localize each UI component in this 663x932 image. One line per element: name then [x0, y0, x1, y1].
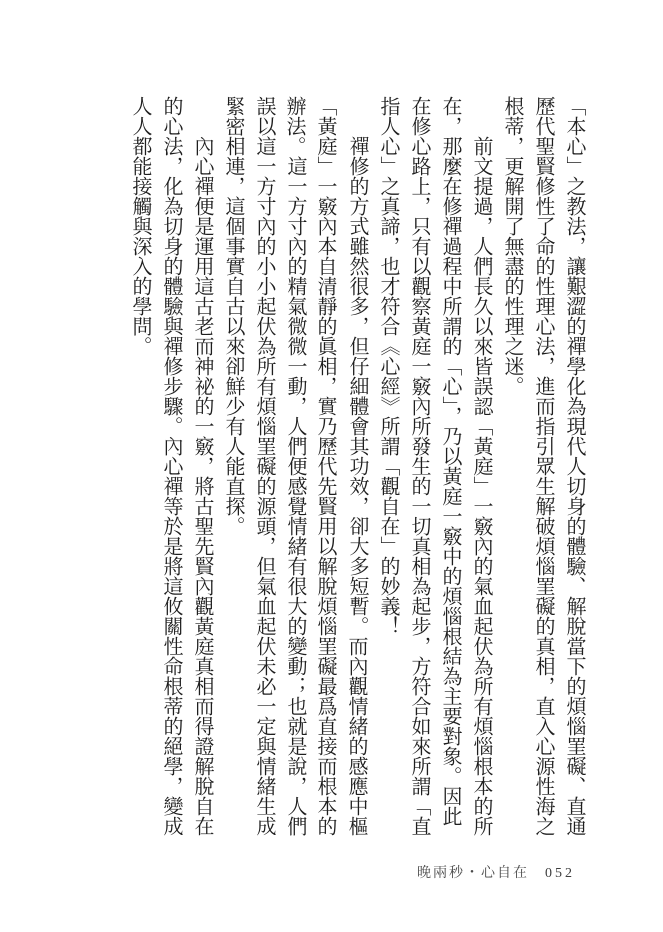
paragraph-1: 「本心」之教法，讓艱澀的禪學化為現代人切身的體驗、解脫當下的煩惱罣礙、直通歷代聖賢修性了命的性理心法，進而指引眾生解破煩惱罣礙的真相，直入心源性海之根蒂，更解開了無盡的性理之迷。: [501, 96, 585, 836]
running-title: 晚兩秒・心自在: [417, 866, 529, 881]
paragraph-3-tail: 這一方寸內的精氣微微一動，人們便感覺情緒有很大的變動；也就是說，人們誤以這一方寸內的小小起伏為所有煩惱罣礙的源頭，但氣血起伏未必一定與情緒生成緊密相連，這個事實自古以來卻鮮少有人能直探。: [222, 96, 306, 836]
paragraph-3-lead: 禪修的方式雖然很多，但仔細體會其功效，卻大多短暫。: [346, 136, 368, 636]
paragraph-3: [217, 96, 372, 841]
page-number: 052: [545, 866, 575, 881]
paragraph-4: 內心禪便是運用這古老而神祕的一竅，將古聖先賢內觀黃庭真相而得證解脫自在的心法，化為切身的體驗與禪修步驟。內心禪等於是將這攸關性命根蒂的絕學，變成人人都能接觸與深入的學問。: [129, 96, 213, 836]
paragraph-3-emphasized-text: 而內觀情緒的感應中樞「黃庭」一竅內本自清靜的眞相，實乃歷代先賢用以解脫煩惱罣礙最爲直接而根本的辦法。: [283, 96, 369, 836]
page-footer: [417, 862, 575, 882]
body-text-block: [89, 96, 589, 841]
paragraph-2: 前文提過，人們長久以來皆誤認「黃庭」一竅內的氣血起伏為所有煩惱根本的所在，那麼在修禪過程中所謂的「心」，乃以黃庭一竅中的煩惱根結為主要對象。因此在修心路上，只有以觀察黃庭一竅內所發生的一切真相為起步，方符合如來所謂「直指人心」之真諦，也才符合《心經》所謂「觀自在」的妙義！: [377, 96, 492, 836]
